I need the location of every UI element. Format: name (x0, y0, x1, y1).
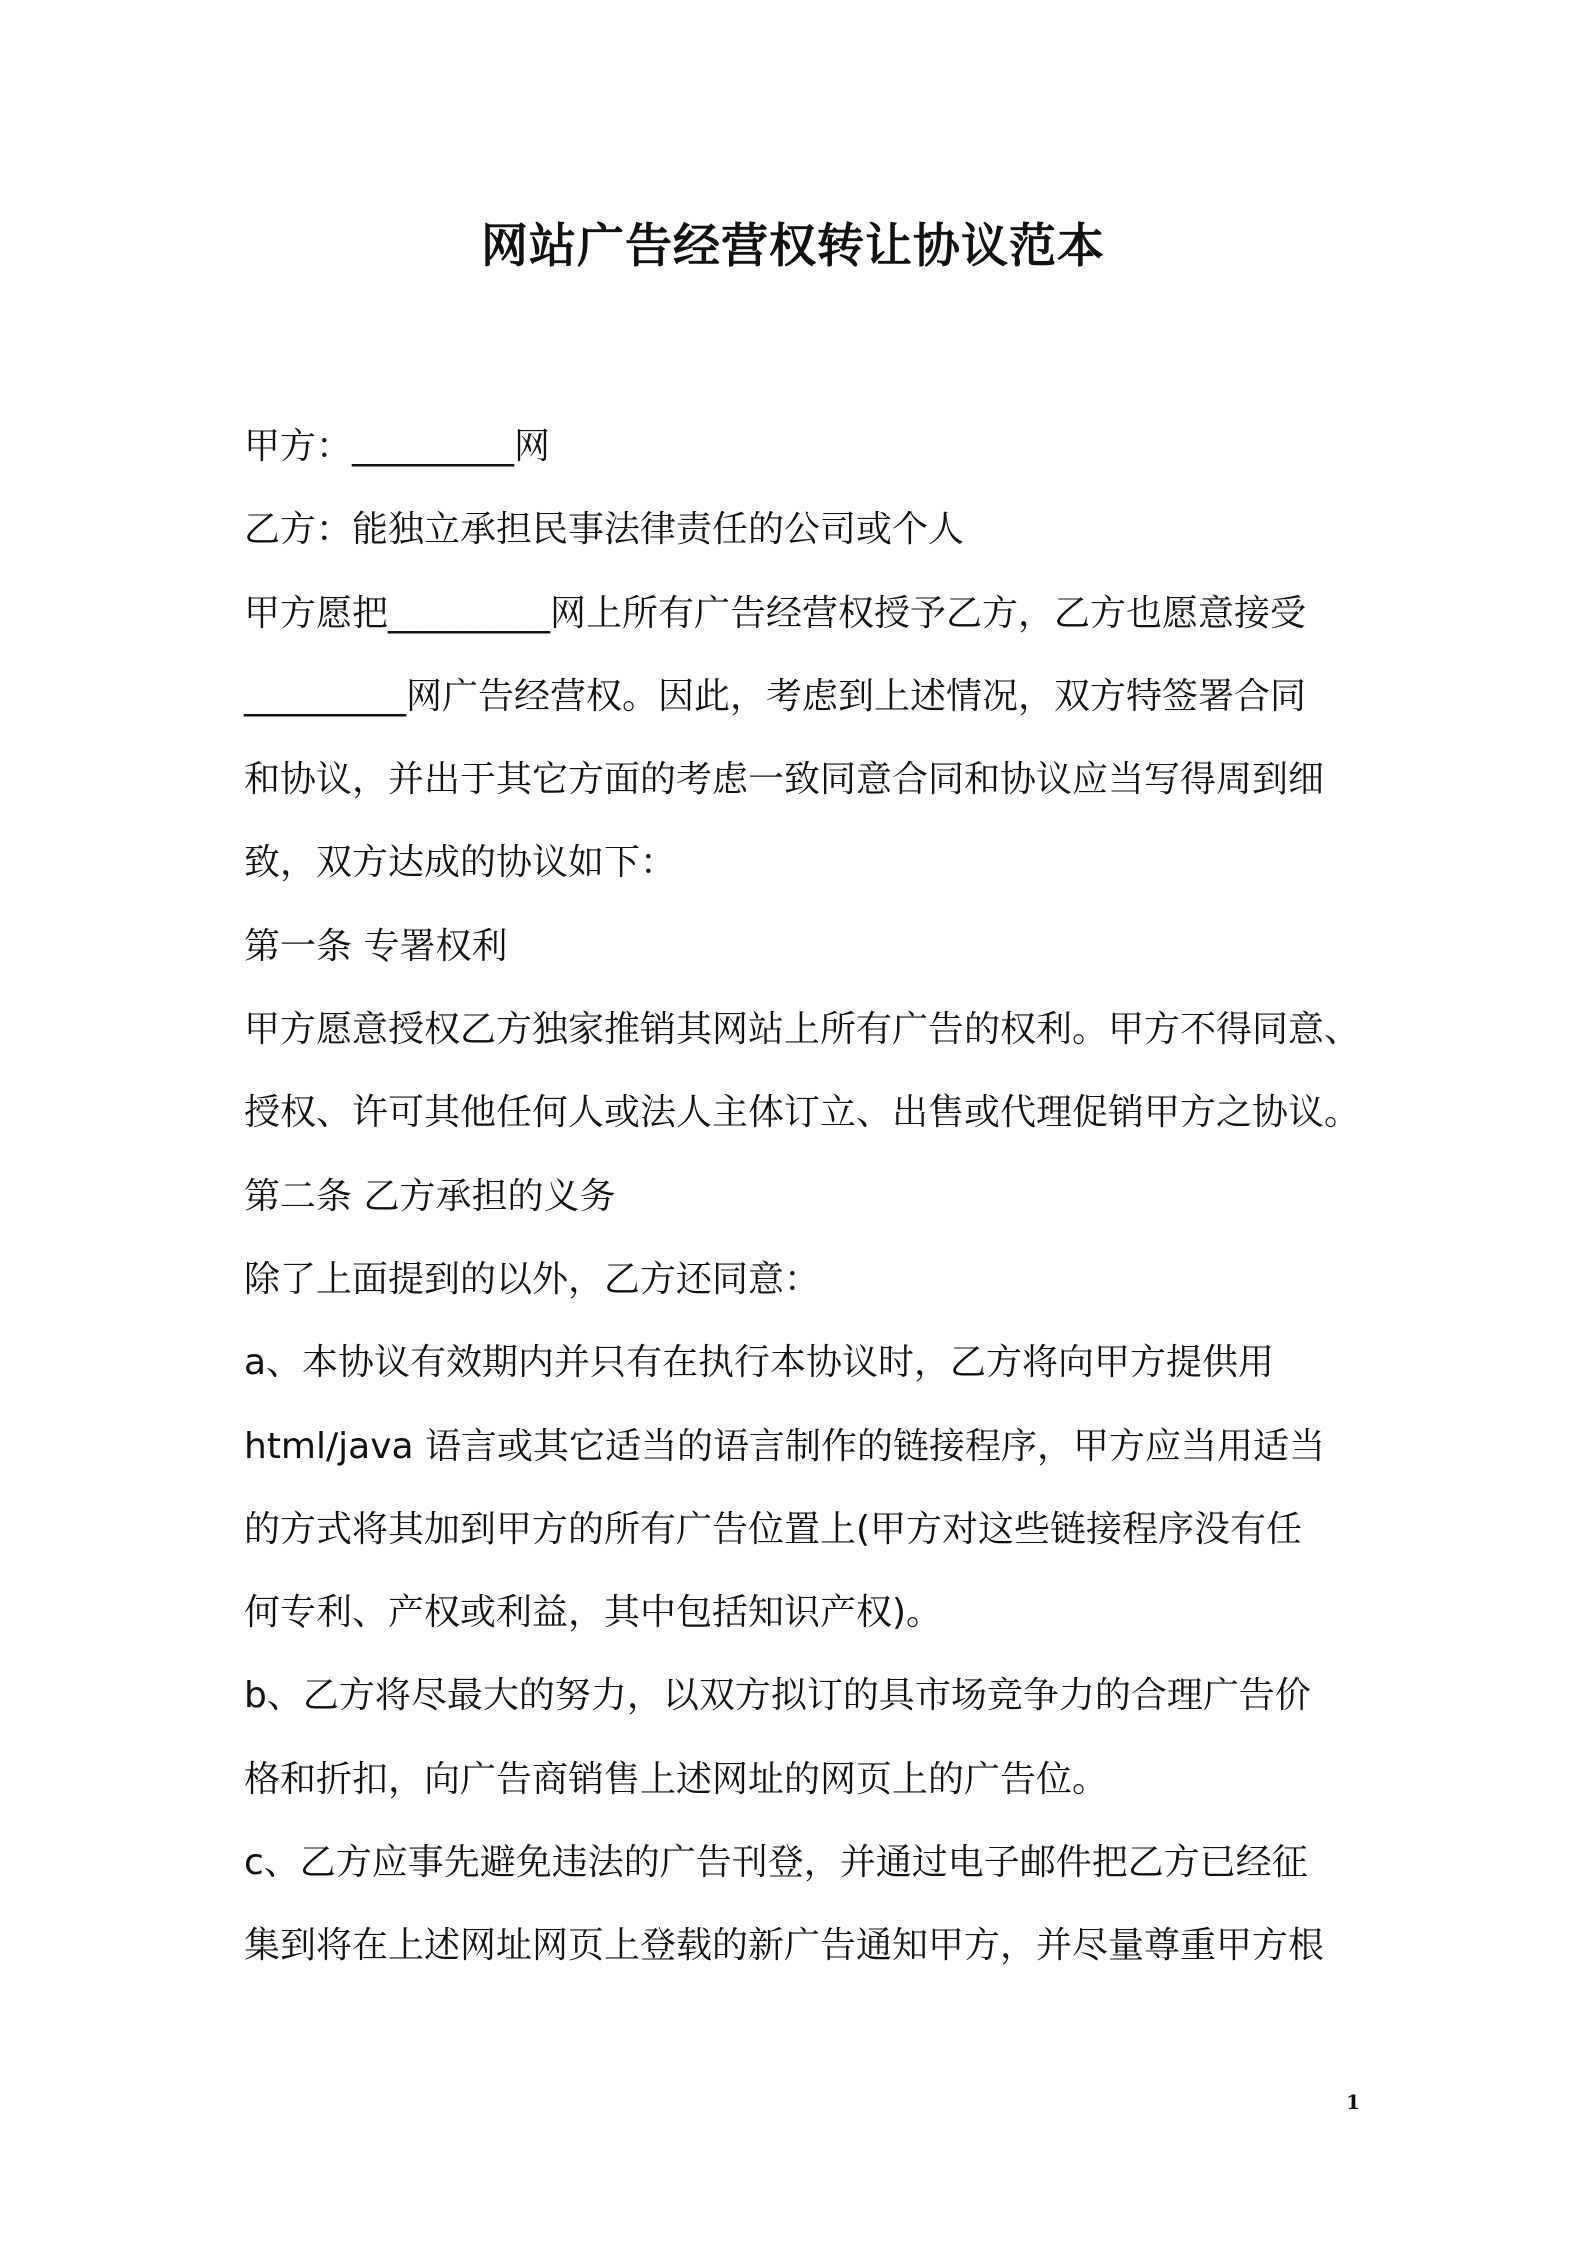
body-line: 集到将在上述网址网页上登载的新广告通知甲方，并尽量尊重甲方根 (244, 1925, 1325, 1967)
body-line: 乙方：能独立承担民事法律责任的公司或个人 (244, 509, 965, 551)
body-line: 除了上面提到的以外，乙方还同意： (244, 1258, 821, 1300)
body-line: 甲方愿把_________网上所有广告经营权授予乙方，乙方也愿意接受 (244, 592, 1307, 634)
body-line: 和协议，并出于其它方面的考虑一致同意合同和协议应当写得周到细 (244, 759, 1325, 801)
body-line: 何专利、产权或利益，其中包括知识产权)。 (244, 1592, 943, 1634)
body-line: 甲方愿意授权乙方独家推销其网站上所有广告的权利。甲方不得同意、 (244, 1009, 1361, 1051)
page-number: 1 (1346, 2090, 1360, 2114)
body-line: 甲方：_________网 (244, 426, 551, 467)
body-line: _________网广告经营权。因此，考虑到上述情况，双方特签署合同 (244, 675, 1307, 717)
body-line: a、本协议有效期内并只有在执行本协议时，乙方将向甲方提供用 (244, 1342, 1275, 1384)
body-line: 致，双方达成的协议如下： (244, 842, 677, 884)
section-heading: 第一条 专署权利 (244, 925, 508, 967)
body-line: c、乙方应事先避免违法的广告刊登，并通过电子邮件把乙方已经征 (244, 1842, 1308, 1884)
body-line: 格和折扣，向广告商销售上述网址的网页上的广告位。 (244, 1758, 1109, 1800)
body-line: 授权、许可其他任何人或法人主体订立、出售或代理促销甲方之协议。 (244, 1092, 1361, 1134)
body-line: html/java 语言或其它适当的语言制作的链接程序，甲方应当用适当 (244, 1425, 1326, 1467)
document-title: 网站广告经营权转让协议范本 (481, 219, 1105, 274)
section-heading: 第二条 乙方承担的义务 (244, 1175, 616, 1217)
document-body (244, 405, 1364, 1988)
body-line: 的方式将其加到甲方的所有广告位置上(甲方对这些链接程序没有任 (244, 1508, 1303, 1550)
body-line: b、乙方将尽最大的努力，以双方拟订的具市场竞争力的合理广告价 (244, 1675, 1311, 1717)
